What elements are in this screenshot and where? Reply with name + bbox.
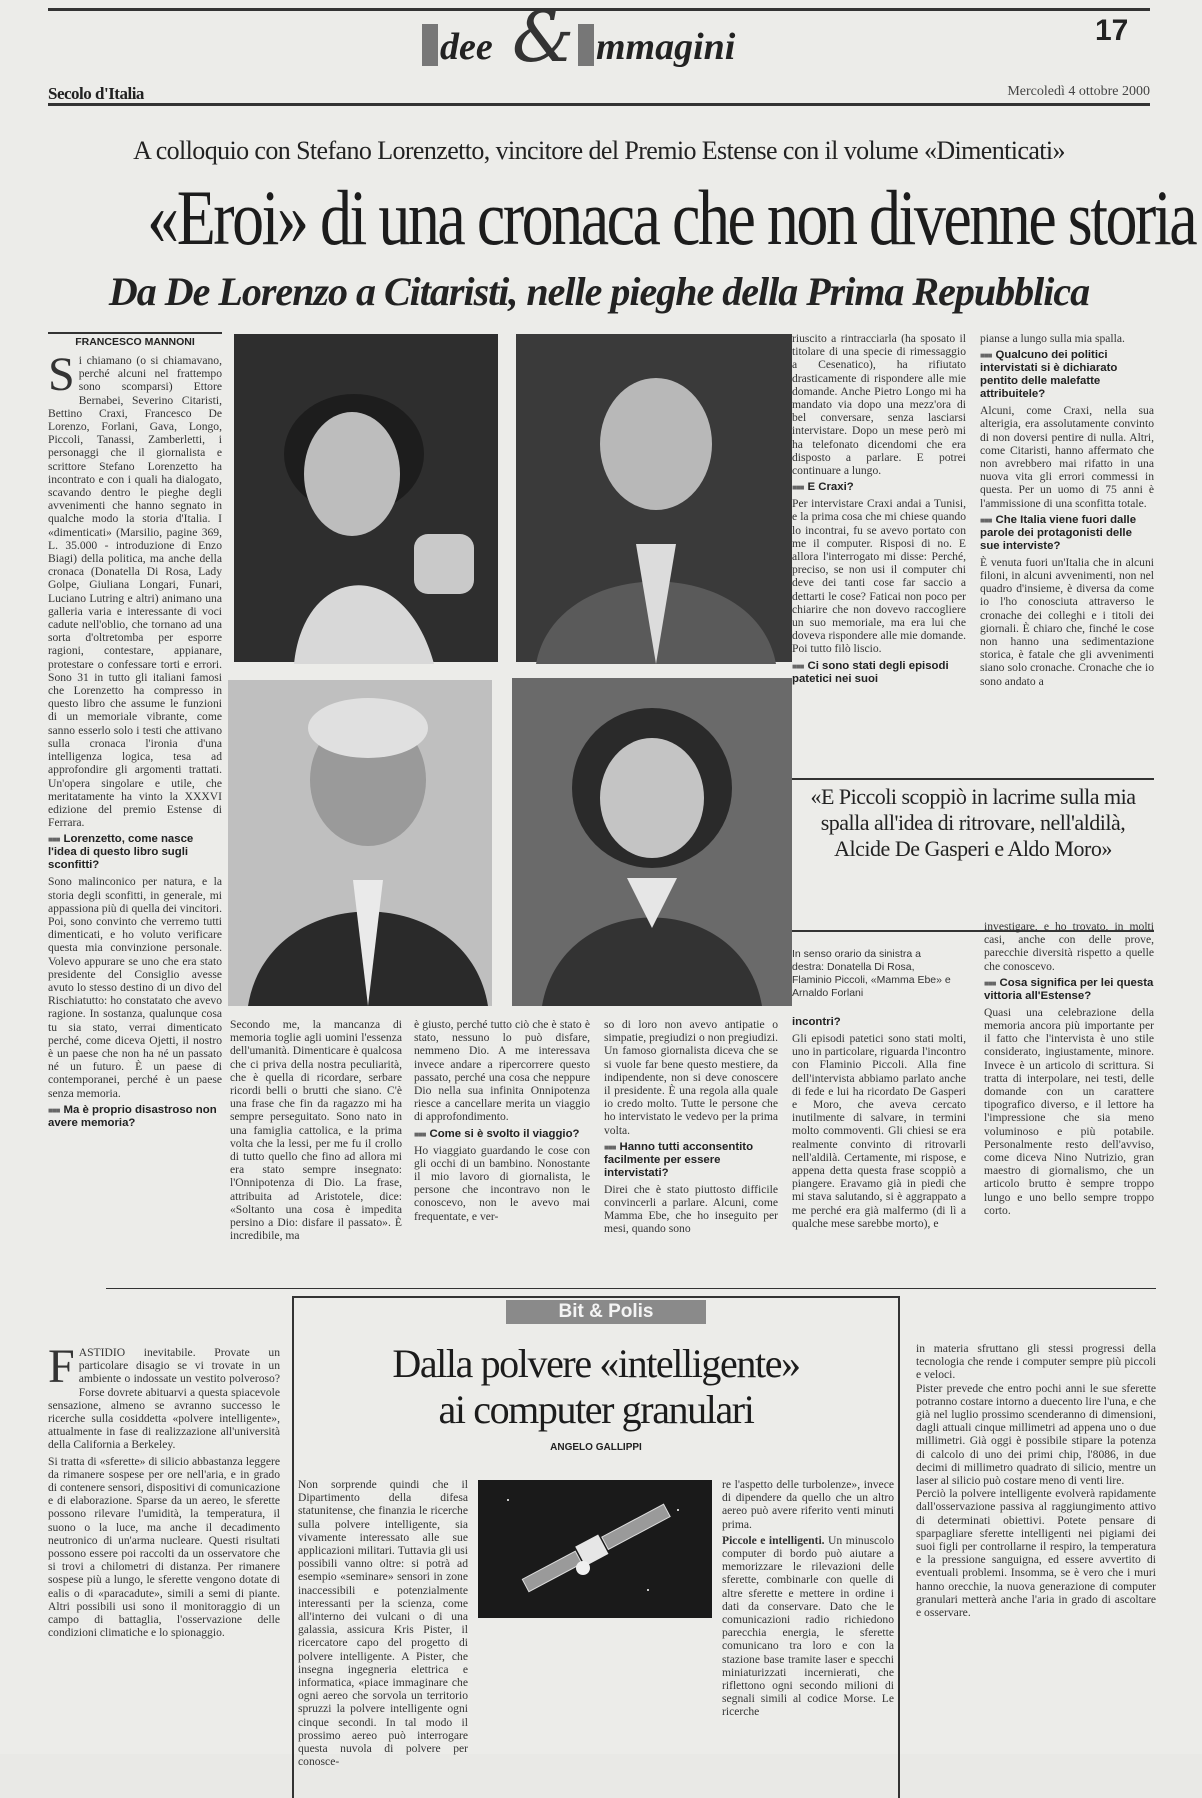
box-column-mid1: Non sorprende quindi che il Dipartimento della difesa statunitense, che finanzia le ricerche sulla polvere intelligente, sia vivamente interessato alle sue applicazioni militari. Tuttavia gli usi possibili vanno oltre: si potrà ad esempio «seminare» sensori in zone inaccessibili e potenzialmente interessanti per la scienza, come all'interno dei vulcani o di una galassia, assicura Kris Pister, il ricercatore capo del progetto di polvere intelligente. A Pister, che insegna ingegneria elettrica e informatica, «piace immaginare che ogni aereo che sorvola un territorio spruzzi la polvere intelligente ogni cinque secondi. In tal modo il prossimo aereo può interrogare questa nuvola di polvere per conosce-: [298, 1478, 468, 1769]
question-craxi: ■■■ E Craxi?: [792, 481, 854, 494]
article-column-3: è giusto, perché tutto ciò che è stato è stato, nessuno lo può disfare, nemmeno Dio. A me interessava invece andare a ripercorrere questo passato, perché una cosa che neppure Dio nella sua infinita Onnipotenza riesce a cancellare merita un viaggio di approfondimento. ■■■ Come si è svolto il viaggio? Ho viaggiato guardando le cose con gli occhi di un bambino. Nonostante il mio lavoro di giornalista, le persone che incontravo non le conoscevo, non le avevo mai frequentate, e ver-: [414, 1018, 590, 1223]
article-column-5: riuscito a rintracciarla (ha sposato il titolare di una specie di rimessaggio a Cesenatico), ha rifiutato drasticamente di rispondere alle mie domande. Anche Pietro Longo mi ha mandato via dopo una mezz'ora di bel conversare, senza lasciarsi intervistare. Dopo un mese però mi ha telefonato dicendomi che era disposto a parlare. E potrei continuare a lungo. ■■■ E Craxi? Per intervistare Craxi andai a Tunisi, e la prima cosa che mi chiese quando lo incontrai, fu se avevo portato con me il computer. Risposi di no. E allora l'interrogato mi disse: Perché, preciso, se non usi il computer chi deve dei tanti cose far saccio a dettarti le cose? Faticai non poco per chiarire che non dovevo raccogliere un suo memoriale, ma era lui che doveva rispondere alle mie domande. Poi tutto filò liscio. ■■■ Ci sono stati degli episodi patetici nei suoi: [792, 332, 966, 685]
question-pentito: ■■■ Qualcuno dei politici intervistati si è dichiarato pentito delle malefatte attribuitele?: [980, 349, 1118, 401]
section-bar-right: [578, 24, 594, 66]
article-column-4: so di loro non avevo antipatie o simpatie, pregiudizi o non pregiudizi. Un famoso giornalista diceva che se si vuole far bene questo mestiere, da indipendente, non si deve conoscere il presidente. È una regola alla quale io credo molto. Tutte le persone che ho intervistato le vedevo per la prima volta. ■■■ Hanno tutti acconsentito facilmente per essere intervistati? Direi che è stato piuttosto difficile convincerli a parlare. Alcuni, come Mamma Ebe, che ho inseguito per mesi, quando sono: [604, 1018, 778, 1236]
article-byline: FRANCESCO MANNONI: [75, 336, 195, 348]
box-column-right: in materia sfruttano gli stessi progressi della tecnologia che rende i computer sempre più piccoli e veloci. Pister prevede che entro pochi anni le sue sferette potranno costare intorno a duecento lire l'una, e che già nel luglio prossimo scenderanno di dimensioni, dagli attuali cinque millimetri ad appena uno o due millimetri. Già oggi è possibile stipare la potenza di calcolo di uno dei primi chip, l'8086, in due decimi di millimetro quadrato di silicio, mentre un laser al silicio può costare meno di venti lire. Perciò la polvere intelligente evolverà rapidamente dall'osservazione passiva al raggiungimento attivo di determinati obiettivi. Potete pensare di sparpagliare sferette intelligenti nei pigiami dei suoi figli per controllarne il respiro, la temperatura e la pressione sanguigna, ed essere avvertito di eventuali problemi. Insomma, se è vero che i muri hanno orecchie, la nuova generazione di computer granulari metterà anche l'aria in grado di ascoltare e osservare.: [916, 1342, 1156, 1620]
photo-mamma-ebe: [512, 678, 792, 1006]
masthead: Secolo d'Italia: [48, 84, 144, 103]
photo-donatella-di-rosa: [234, 334, 498, 662]
article-column-5b: incontri? Gli episodi patetici sono stati molti, uno in particolare, riguarda l'incontro con Flaminio Piccoli. Alla fine dell'intervista abbiamo parlato anche di fede e lui ha ricordato De Gasperi e Moro, che aveva cercato inutilmente di salvare, in termini molto commoventi. Gli chiesi se era realmente convinto di ritrovarli nell'aldilà. Certamente, mi rispose, e appena detta questa frase scoppiò a piangere. Eravamo già in piedi che mi stava salutando, si è aggrappato a me perché era già malfermo (di lì a qualche mese sarebbe morto), e: [792, 1016, 966, 1230]
question-italia: ■■■ Che Italia viene fuori dalle parole dei protagonisti delle sue interviste?: [980, 513, 1137, 552]
header-rule: [48, 103, 1150, 106]
photo-caption: In senso orario da sinistra a destra: Donatella Di Rosa, Flaminio Piccoli, «Mamma Ebe» e Arnaldo Forlani: [792, 948, 951, 999]
question-1: ■■■ Lorenzetto, come nasce l'idea di questo libro sugli sconfitti?: [48, 833, 194, 872]
box-column-left: FASTIDIO inevitabile. Provate un particolare disagio se vi trovate in un ambiente o indossate un vestito polveroso? Forse dovrete abituarvi a questa spiacevole sensazione, almeno se avranno successo le ricerche sulla cosiddetta «polvere intelligente», attualmente in fase di realizzazione all'università della California a Berkeley. Si tratta di «sferette» di silicio abbastanza leggere da rimanere sospese per ore nell'aria, e in grado di contenere sensori, dispositivi di comunicazione e di elaborazione. Sparse da un aereo, le sferette possono rilevare l'umidità, la temperatura, il suono o la luce, ma anche il decadimento neutronico di un'arma nucleare. Questi risultati possono essere poi raccolti da un osservatore che si trovi a chilometri di distanza. Per rimanere sospese più a lungo, le sferette vengono dotate di ealis o di «paracadute», simili a semi di piante. Altri possibili usi sono il monitoraggio di un campo di battaglia, l'osservazione delle condizioni climatiche e lo spionaggio.: [48, 1340, 280, 1640]
question-2: ■■■ Ma è proprio disastroso non avere memoria?: [48, 1103, 217, 1129]
box-headline-line2: ai computer granulari: [438, 1387, 754, 1432]
section-title-ampersand: &: [512, 0, 575, 78]
box-byline: ANGELO GALLIPPI: [550, 1442, 642, 1453]
article-column-2: Secondo me, la mancanza di memoria toglie agli uomini l'essenza dell'umanità. Dimenticare è qualcosa che ci priva della nostra peculiarità, che è quella di ricordare, serbare ricordi belli o brutti che siano. C'è una frase che fin da ragazzo mi ha sempre perseguitato. Sono nato in una famiglia cattolica, e la prima volta che la lessi, per me fu il crollo di tutto quello che fino ad allora mi era stato sempre insegnato: l'Onnipotenza di Dio. La frase, attribuita ad Aristotele, dice: «Soltanto una cosa è impedita persino a Dio: disfare il passato». È incredibile, ma: [230, 1018, 402, 1243]
question-3: ■■■ Come si è svolto il viaggio?: [414, 1127, 580, 1140]
col1-intro: i chiamano (o si chiamavano, perché alcuni nel frattempo sono scomparsi) Ettore Bernabei, Severino Citaristi, Bettino Craxi, Francesco De Lorenzo, Forlani, Gava, Longo, Piccoli, Tanassi, Zamberletti, i personaggi che il giornalista e scrittore Stefano Lorenzetto ha incontrato e con i quali ha dialogato, scavando dentro le pieghe degli avvenimenti che hanno segnato in qualche modo la storia d'Italia. I «dimenticati» (Marsilio, pagine 369, L. 35.000 - introduzione di Enzo Biagi) della politica, ma anche della cronaca (Donatella Di Rosa, Lady Golpe, Giuliana Longari, Funari, Luciano Lutring e altri) animano una galleria varia e interessante di voci cadute nell'oblio, che tornano ad una sorta d'oltretomba per esporre ragioni, contestare, appianare, protestare o confessare torti e errori. Sono 31 in tutto gli italiani famosi che Lorenzetto ha compresso in questo libro che assume le funzioni di un memoriale vibrante, come sanno esserlo solo i testi che attivano sulla cronaca l'ironia d'una intelligenza logica, tesa ad approfondire gli argomenti trattati. Un'opera singolare e utile, che meritatamente ha vinto la XXXVI edizione del premio Estense di Ferrara.: [48, 354, 222, 830]
box-headline-line1: Dalla polvere «intelligente»: [392, 1341, 800, 1386]
photo-flaminio-piccoli: [516, 334, 792, 662]
top-rule: [48, 8, 1150, 11]
rubric-label: Bit & Polis: [506, 1300, 706, 1324]
question-4: ■■■ Hanno tutti acconsentito facilmente per essere intervistati?: [604, 1140, 754, 1179]
article-column-6: pianse a lungo sulla mia spalla. ■■■ Qualcuno dei politici intervistati si è dichiarato pentito delle malefatte attribuitele? Alcuni, come Craxi, nella sua alterigia, era assolutamente convinto di non doversi pentire di nulla. Altri, come Citaristi, hanno affermato che non avrebbero mai rifatto in una nuova vita gli errori commessi in questa. Per un uomo di 75 anni è l'ammissione di una sconfitta totale. ■■■ Che Italia viene fuori dalle parole dei protagonisti delle sue interviste? È venuta fuori un'Italia che in alcuni filoni, in alcuni avvenimenti, non nel quadro d'insieme, è diversa da come io l'ho conosciuta attraverso le cronache dei colleghi e i titoli dei giornali. È chiaro che, finché le cose non hanno una sedimentazione storica, è fatale che gli avvenimenti siano solo cronache. Cronache che io sono andato a: [980, 332, 1154, 688]
question-episodi: ■■■ Ci sono stati degli episodi patetici nei suoi: [792, 659, 949, 685]
section-title-part2: mmagini: [596, 26, 736, 68]
dropcap: S: [48, 348, 75, 401]
byline-rule: [48, 332, 222, 334]
answer-1: Sono malinconico per natura, e la storia degli sconfitti, in generale, mi appassiona più di quella dei vincitori. Poi, sono convinto che verremo tutti dimenticati, e ho voluto verificare questa mia convinzione personale. Volevo appurare se uno che era stato presidente del Consiglio avesse avuto lo stesso destino di un divo del Rischiatutto: ho constatato che avevo ragione. In sostanza, qualunque cosa tu sia stato, verrai dimenticato perché, come diceva Ojetti, il nostro è un paese che non ha né un passato né un futuro. È un paese di contemporanei, perché è un paese senza memoria.: [48, 875, 222, 1100]
page-number: 17: [1095, 14, 1129, 47]
satellite-image: [478, 1480, 712, 1618]
article-kicker: A colloquio con Stefano Lorenzetto, vincitore del Premio Estense con il volume «Dimenticati»: [133, 136, 1065, 165]
article-column-6b: investigare, e ho trovato, in molti casi, anche con delle prove, parecchie diversità rispetto a quelle che conoscevo. ■■■ Cosa significa per lei questa vittoria all'Estense? Quasi una celebrazione della memoria ancora più importante per il fatto che l'intervista è uno stile considerato, ingiustamente, minore. Invece è un articolo di scrittura. Si tratta di interpolare, nei testi, delle domande con un carattere tipografico diverso, e il lettore ha l'impressione che sia meno voluminoso e più potabile. Personalmente resto dell'avviso, come diceva Nino Nutrizio, gran maestro di giornalismo, che un articolo brutto è sempre troppo lungo e uno bello sempre troppo corto.: [984, 920, 1154, 1217]
box-column-mid2: re l'aspetto delle turbolenze», invece di dipendere da quello che un altro aereo può avere riferito venti minuti prima. Piccole e intelligenti. Un minuscolo computer di bordo può aiutare a memorizzare le rilevazioni delle sferette, combinarle con quelle di altre sferette e mettere in ordine i dati da conservare. Dato che le comunicazioni radio richiedono parecchia energia, le sferette comunicano tra loro e con la stazione base tramite laser e specchi miniaturizzati incernierati, che riflettono ogni secondo milioni di segnali simili al codice Morse. Le ricerche: [722, 1478, 894, 1719]
pull-quote-box: [792, 778, 1154, 932]
article-column-1: [48, 348, 222, 1354]
article-headline: «Eroi» di una cronaca che non divenne storia: [147, 174, 1196, 261]
section-bar-left: [422, 24, 438, 66]
section-separator: [106, 1288, 1156, 1289]
issue-date: Mercoledì 4 ottobre 2000: [1007, 84, 1150, 99]
section-title-part1: dee: [440, 26, 493, 68]
pull-quote: «E Piccoli scoppiò in lacrime sulla mia spalla all'idea di ritrovare, nell'aldilà, Alcide De Gasperi e Aldo Moro»: [810, 784, 1136, 861]
question-estense: ■■■ Cosa significa per lei questa vittoria all'Estense?: [984, 976, 1154, 1002]
photo-arnaldo-forlani: [228, 680, 492, 1006]
article-subheadline: Da De Lorenzo a Citaristi, nelle pieghe della Prima Repubblica: [108, 269, 1090, 314]
